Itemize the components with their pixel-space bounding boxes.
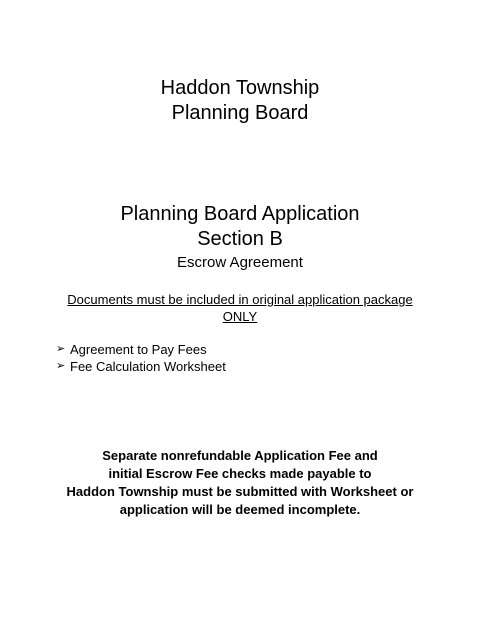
requirement-line: Haddon Township must be submitted with Worksheet or	[66, 484, 414, 499]
board-name: Planning Board	[171, 102, 309, 124]
documents-notice-only: ONLY	[222, 309, 258, 324]
organization-title	[0, 76, 480, 126]
application-title: Planning Board Application	[120, 203, 360, 225]
list-item	[56, 341, 226, 358]
required-documents-list	[56, 341, 226, 375]
organization-name: Haddon Township	[160, 77, 320, 99]
requirement-line: Separate nonrefundable Application Fee and	[102, 448, 378, 463]
arrow-bullet-icon: ➢	[56, 343, 66, 355]
section-title: Section B	[197, 228, 283, 250]
list-item-label: Fee Calculation Worksheet	[70, 359, 226, 374]
documents-notice-line: Documents must be included in original application package	[67, 292, 413, 307]
requirement-line: application will be deemed incomplete.	[119, 502, 361, 517]
requirement-line: initial Escrow Fee checks made payable to	[108, 466, 372, 481]
fee-requirement-notice	[0, 447, 480, 519]
list-item-label: Agreement to Pay Fees	[70, 342, 207, 357]
document-title	[0, 202, 480, 252]
document-subtitle: Escrow Agreement	[177, 254, 303, 271]
list-item	[56, 358, 226, 375]
arrow-bullet-icon: ➢	[56, 360, 66, 372]
documents-notice	[0, 291, 480, 325]
